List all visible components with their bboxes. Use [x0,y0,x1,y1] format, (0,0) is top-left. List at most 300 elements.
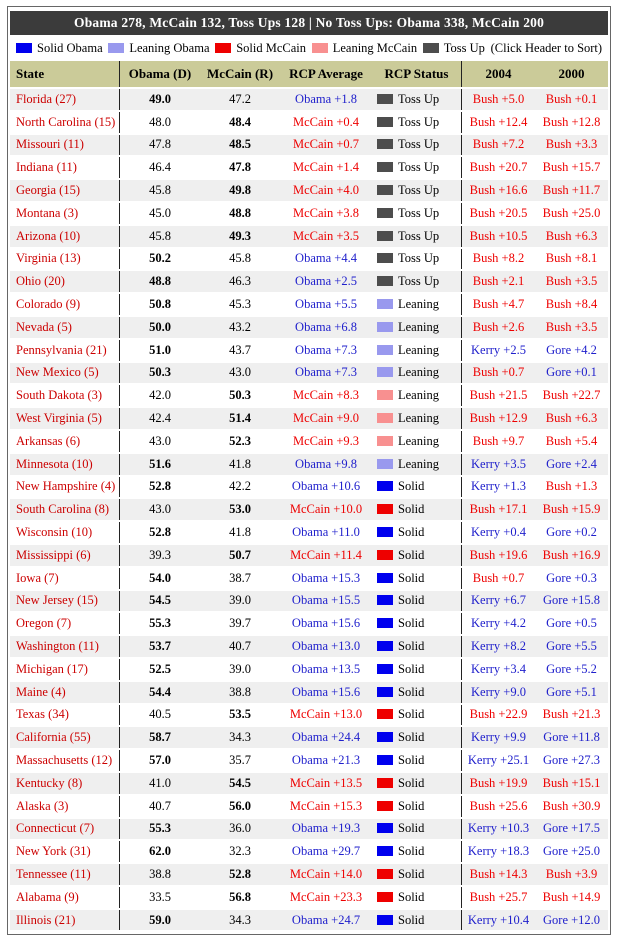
rcp-average-cell: McCain +0.7 [280,135,372,156]
state-cell[interactable]: Michigan (17) [10,659,120,680]
mccain-pct-cell: 43.2 [200,317,280,338]
status-label: Toss Up [398,91,440,106]
obama-pct-cell: 62.0 [120,841,200,862]
result-2004-cell: Bush +17.1 [462,499,535,520]
mccain-pct-cell: 39.0 [200,591,280,612]
obama-pct-cell: 46.4 [120,157,200,178]
mccain-pct-cell: 49.8 [200,180,280,201]
lean-dem-chip-icon [377,459,393,469]
obama-pct-cell: 52.5 [120,659,200,680]
rcp-status-cell [372,157,462,178]
rcp-average-cell: Obama +15.3 [280,568,372,589]
solid-dem-chip-icon [377,527,393,537]
result-2004-cell: Kerry +9.9 [462,727,535,748]
obama-pct-cell: 54.4 [120,682,200,703]
state-cell[interactable]: Alabama (9) [10,887,120,908]
status-label: Solid [398,570,425,585]
status-label: Leaning [398,456,439,471]
status-label: Toss Up [398,114,440,129]
solid-dem-chip-icon [377,664,393,674]
table-row [10,385,608,406]
rcp-average-cell: Obama +1.8 [280,89,372,110]
result-2000-cell: Bush +14.9 [535,887,608,908]
state-cell[interactable]: North Carolina (15) [10,112,120,133]
table-row [10,294,608,315]
result-2004-cell: Kerry +3.4 [462,659,535,680]
rcp-status-cell [372,591,462,612]
result-2000-cell: Bush +15.1 [535,773,608,794]
table-row [10,796,608,817]
rcp-average-cell: Obama +10.6 [280,477,372,498]
table-row [10,340,608,361]
result-2000-cell: Gore +5.2 [535,659,608,680]
state-cell[interactable]: Pennsylvania (21) [10,340,120,361]
obama-pct-cell: 58.7 [120,727,200,748]
state-cell[interactable]: Maine (4) [10,682,120,703]
toss-up-chip-icon [377,117,393,127]
solid-rep-chip-icon [377,869,393,879]
rcp-status-cell [372,864,462,885]
mccain-pct-cell: 47.8 [200,157,280,178]
solid-rep-chip-icon [377,709,393,719]
rcp-status-cell [372,727,462,748]
status-label: Solid [398,593,425,608]
result-2004-cell: Bush +12.4 [462,112,535,133]
state-cell[interactable]: Kentucky (8) [10,773,120,794]
lean-rep-chip-icon [377,436,393,446]
mccain-pct-cell: 41.8 [200,522,280,543]
obama-pct-cell: 55.3 [120,819,200,840]
table-row [10,249,608,270]
rcp-average-cell: Obama +6.8 [280,317,372,338]
state-cell[interactable]: New Mexico (5) [10,363,120,384]
mccain-pct-cell: 54.5 [200,773,280,794]
table-body [10,89,608,930]
table-row [10,750,608,771]
table-row [10,180,608,201]
rcp-status-cell [372,773,462,794]
obama-pct-cell: 33.5 [120,887,200,908]
state-cell[interactable]: Massachusetts (12) [10,750,120,771]
result-2000-cell: Bush +3.9 [535,864,608,885]
rcp-average-cell: Obama +11.0 [280,522,372,543]
toss-up-chip-icon [377,276,393,286]
mccain-pct-cell: 52.3 [200,431,280,452]
obama-pct-cell: 50.3 [120,363,200,384]
rcp-status-cell [372,613,462,634]
result-2000-cell: Gore +17.5 [535,819,608,840]
rcp-status-cell [372,385,462,406]
table-row [10,613,608,634]
obama-pct-cell: 45.8 [120,180,200,201]
state-cell[interactable]: Nevada (5) [10,317,120,338]
table-row [10,408,608,429]
result-2004-cell: Kerry +10.3 [462,819,535,840]
result-2004-cell: Bush +21.5 [462,385,535,406]
result-2000-cell: Bush +11.7 [535,180,608,201]
state-cell[interactable]: Connecticut (7) [10,819,120,840]
solid-dem-chip-icon [377,618,393,628]
status-label: Toss Up [398,183,440,198]
table-row [10,89,608,110]
status-label: Toss Up [398,160,440,175]
result-2004-cell: Bush +25.6 [462,796,535,817]
mccain-pct-cell: 48.8 [200,203,280,224]
result-2004-cell: Kerry +4.2 [462,613,535,634]
result-2000-cell: Bush +3.3 [535,135,608,156]
rcp-status-cell [372,226,462,247]
rcp-average-cell: Obama +7.3 [280,363,372,384]
legend-item [312,41,417,56]
mccain-pct-cell: 47.2 [200,89,280,110]
rcp-status-cell [372,819,462,840]
mccain-pct-cell: 39.7 [200,613,280,634]
toss-up-chip-icon [377,208,393,218]
rcp-average-cell: Obama +13.0 [280,636,372,657]
table-row [10,499,608,520]
obama-pct-cell: 48.8 [120,271,200,292]
column-header-2000[interactable]: 2000 [535,61,608,87]
state-cell[interactable]: Georgia (15) [10,180,120,201]
result-2000-cell: Gore +0.3 [535,568,608,589]
rcp-average-cell: McCain +13.0 [280,705,372,726]
state-cell[interactable]: Iowa (7) [10,568,120,589]
solid-rep-chip-icon [377,801,393,811]
mccain-pct-cell: 56.0 [200,796,280,817]
rcp-status-cell [372,568,462,589]
status-label: Leaning [398,365,439,380]
table-row [10,317,608,338]
state-cell[interactable]: Illinois (21) [10,910,120,931]
status-label: Solid [398,502,425,517]
mccain-pct-cell: 38.8 [200,682,280,703]
mccain-pct-cell: 38.7 [200,568,280,589]
result-2000-cell: Bush +15.9 [535,499,608,520]
mccain-pct-cell: 43.0 [200,363,280,384]
legend [10,41,608,56]
table-row [10,112,608,133]
result-2000-cell: Bush +6.3 [535,226,608,247]
status-label: Solid [398,821,425,836]
solid-dem-chip-icon [377,641,393,651]
status-label: Toss Up [398,137,440,152]
table-row [10,773,608,794]
rcp-status-cell [372,705,462,726]
rcp-average-cell: Obama +15.6 [280,613,372,634]
rcp-average-cell: Obama +24.7 [280,910,372,931]
result-2000-cell: Gore +15.8 [535,591,608,612]
result-2000-cell: Bush +3.5 [535,317,608,338]
result-2000-cell: Bush +15.7 [535,157,608,178]
status-label: Solid [398,525,425,540]
table-row [10,226,608,247]
mccain-pct-cell: 45.3 [200,294,280,315]
rcp-average-cell: McCain +1.4 [280,157,372,178]
table-row [10,157,608,178]
table-row [10,819,608,840]
solid-rep-chip-icon [377,778,393,788]
result-2004-cell: Bush +12.9 [462,408,535,429]
obama-pct-cell: 50.2 [120,249,200,270]
result-2000-cell: Bush +25.0 [535,203,608,224]
mccain-pct-cell: 53.5 [200,705,280,726]
result-2004-cell: Kerry +2.5 [462,340,535,361]
result-2000-cell: Gore +27.3 [535,750,608,771]
legend-item [108,41,209,56]
election-table [10,9,608,932]
rcp-status-cell [372,135,462,156]
column-header-state[interactable]: State [10,61,120,87]
obama-pct-cell: 51.6 [120,454,200,475]
result-2004-cell: Kerry +3.5 [462,454,535,475]
rcp-status-cell [372,294,462,315]
status-label: Leaning [398,297,439,312]
rcp-status-cell [372,499,462,520]
mccain-pct-cell: 51.4 [200,408,280,429]
rcp-average-cell: Obama +4.4 [280,249,372,270]
state-cell[interactable]: Texas (34) [10,705,120,726]
lean-rep-swatch-icon [312,43,328,53]
table-row [10,477,608,498]
state-cell[interactable]: New York (31) [10,841,120,862]
state-cell[interactable]: Minnesota (10) [10,454,120,475]
rcp-status-cell [372,545,462,566]
result-2004-cell: Kerry +9.0 [462,682,535,703]
table-row [10,271,608,292]
column-header-mccain-r[interactable]: McCain (R) [200,61,280,87]
rcp-status-cell [372,750,462,771]
rcp-status-cell [372,841,462,862]
state-cell[interactable]: Washington (11) [10,636,120,657]
state-cell[interactable]: Ohio (20) [10,271,120,292]
legend-item [16,41,103,56]
rcp-average-cell: McCain +8.3 [280,385,372,406]
result-2004-cell: Bush +25.7 [462,887,535,908]
result-2000-cell: Gore +25.0 [535,841,608,862]
rcp-average-cell: McCain +0.4 [280,112,372,133]
column-header-row [10,61,608,87]
state-cell[interactable]: Indiana (11) [10,157,120,178]
status-label: Solid [398,639,425,654]
solid-dem-chip-icon [377,823,393,833]
toss-up-chip-icon [377,185,393,195]
result-2004-cell: Bush +19.6 [462,545,535,566]
solid-dem-swatch-icon [16,43,32,53]
legend-item [423,41,485,56]
obama-pct-cell: 47.8 [120,135,200,156]
table-row [10,522,608,543]
toss-up-chip-icon [377,231,393,241]
status-label: Solid [398,844,425,859]
result-2004-cell: Bush +9.7 [462,431,535,452]
result-2004-cell: Bush +4.7 [462,294,535,315]
result-2004-cell: Bush +0.7 [462,363,535,384]
state-cell[interactable]: West Virginia (5) [10,408,120,429]
rcp-status-cell [372,454,462,475]
status-label: Toss Up [398,274,440,289]
result-2004-cell: Bush +2.6 [462,317,535,338]
lean-dem-chip-icon [377,345,393,355]
result-2004-cell: Kerry +8.2 [462,636,535,657]
result-2000-cell: Gore +0.5 [535,613,608,634]
rcp-average-cell: McCain +15.3 [280,796,372,817]
rcp-status-cell [372,340,462,361]
state-cell[interactable]: South Dakota (3) [10,385,120,406]
toss-up-chip-icon [377,253,393,263]
mccain-pct-cell: 56.8 [200,887,280,908]
state-cell[interactable]: New Hampshire (4) [10,477,120,498]
state-cell[interactable]: Arkansas (6) [10,431,120,452]
status-label: Solid [398,661,425,676]
toss-up-chip-icon [377,162,393,172]
status-label: Solid [398,775,425,790]
result-2000-cell: Bush +22.7 [535,385,608,406]
result-2004-cell: Bush +20.5 [462,203,535,224]
mccain-pct-cell: 35.7 [200,750,280,771]
rcp-average-cell: McCain +9.0 [280,408,372,429]
rcp-status-cell [372,887,462,908]
state-cell[interactable]: Missouri (11) [10,135,120,156]
status-label: Solid [398,730,425,745]
result-2000-cell: Gore +11.8 [535,727,608,748]
state-cell[interactable]: Tennessee (11) [10,864,120,885]
obama-pct-cell: 42.0 [120,385,200,406]
rcp-average-cell: Obama +15.6 [280,682,372,703]
election-table-container [7,6,611,935]
solid-rep-swatch-icon [215,43,231,53]
state-cell[interactable]: Mississippi (6) [10,545,120,566]
rcp-average-cell: Obama +15.5 [280,591,372,612]
state-cell[interactable]: Montana (3) [10,203,120,224]
rcp-average-cell: Obama +2.5 [280,271,372,292]
column-header-obama-d[interactable]: Obama (D) [120,61,200,87]
legend-row [10,37,608,59]
rcp-status-cell [372,682,462,703]
status-label: Leaning [398,388,439,403]
solid-rep-chip-icon [377,892,393,902]
solid-dem-chip-icon [377,915,393,925]
table-row [10,887,608,908]
solid-dem-chip-icon [377,732,393,742]
mccain-pct-cell: 49.3 [200,226,280,247]
solid-dem-chip-icon [377,595,393,605]
mccain-pct-cell: 50.7 [200,545,280,566]
table-row [10,727,608,748]
result-2004-cell: Kerry +25.1 [462,750,535,771]
solid-dem-chip-icon [377,755,393,765]
obama-pct-cell: 48.0 [120,112,200,133]
state-cell[interactable]: Oregon (7) [10,613,120,634]
state-cell[interactable]: New Jersey (15) [10,591,120,612]
state-cell[interactable]: Colorado (9) [10,294,120,315]
rcp-status-cell [372,180,462,201]
status-label: Leaning [398,411,439,426]
obama-pct-cell: 54.0 [120,568,200,589]
obama-pct-cell: 51.0 [120,340,200,361]
rcp-status-cell [372,477,462,498]
rcp-average-cell: Obama +7.3 [280,340,372,361]
obama-pct-cell: 54.5 [120,591,200,612]
mccain-pct-cell: 48.5 [200,135,280,156]
state-cell[interactable]: California (55) [10,727,120,748]
table-row [10,841,608,862]
status-label: Solid [398,889,425,904]
result-2000-cell: Gore +12.0 [535,910,608,931]
state-cell[interactable]: Alaska (3) [10,796,120,817]
result-2000-cell: Gore +4.2 [535,340,608,361]
obama-pct-cell: 39.3 [120,545,200,566]
status-label: Solid [398,684,425,699]
mccain-pct-cell: 48.4 [200,112,280,133]
rcp-average-cell: Obama +21.3 [280,750,372,771]
mccain-pct-cell: 52.8 [200,864,280,885]
rcp-average-cell: McCain +11.4 [280,545,372,566]
legend-label: Toss Up [443,40,485,55]
status-label: Toss Up [398,228,440,243]
rcp-average-cell: Obama +9.8 [280,454,372,475]
rcp-status-cell [372,910,462,931]
rcp-status-cell [372,636,462,657]
result-2004-cell: Kerry +18.3 [462,841,535,862]
table-row [10,864,608,885]
status-label: Toss Up [398,251,440,266]
rcp-average-cell: McCain +14.0 [280,864,372,885]
rcp-status-cell [372,203,462,224]
state-cell[interactable]: Wisconsin (10) [10,522,120,543]
table-row [10,203,608,224]
column-header-rcp-average[interactable]: RCP Average [280,61,372,87]
solid-dem-chip-icon [377,687,393,697]
table-row [10,682,608,703]
state-cell[interactable]: Arizona (10) [10,226,120,247]
table-row [10,636,608,657]
solid-dem-chip-icon [377,481,393,491]
result-2000-cell: Bush +1.3 [535,477,608,498]
result-2004-cell: Kerry +10.4 [462,910,535,931]
state-cell[interactable]: South Carolina (8) [10,499,120,520]
rcp-status-cell [372,249,462,270]
column-header-rcp-status[interactable]: RCP Status [372,61,462,87]
summary-title: Obama 278, McCain 132, Toss Ups 128 | No Toss Ups: Obama 338, McCain 200 [10,11,608,35]
result-2000-cell: Gore +5.5 [535,636,608,657]
lean-dem-chip-icon [377,322,393,332]
result-2004-cell: Bush +7.2 [462,135,535,156]
rcp-status-cell [372,522,462,543]
mccain-pct-cell: 34.3 [200,910,280,931]
table-row [10,910,608,931]
result-2004-cell: Kerry +6.7 [462,591,535,612]
status-label: Solid [398,866,425,881]
state-cell[interactable]: Virginia (13) [10,249,120,270]
status-label: Leaning [398,433,439,448]
mccain-pct-cell: 36.0 [200,819,280,840]
legend-label: Solid Obama [37,40,103,55]
column-header-2004[interactable]: 2004 [462,61,535,87]
status-label: Toss Up [398,205,440,220]
rcp-status-cell [372,89,462,110]
mccain-pct-cell: 41.8 [200,454,280,475]
result-2000-cell: Gore +2.4 [535,454,608,475]
solid-dem-chip-icon [377,573,393,583]
legend-item [215,41,306,56]
result-2004-cell: Bush +10.5 [462,226,535,247]
rcp-average-cell: McCain +13.5 [280,773,372,794]
result-2004-cell: Bush +16.6 [462,180,535,201]
mccain-pct-cell: 45.8 [200,249,280,270]
mccain-pct-cell: 32.3 [200,841,280,862]
state-cell[interactable]: Florida (27) [10,89,120,110]
obama-pct-cell: 41.0 [120,773,200,794]
